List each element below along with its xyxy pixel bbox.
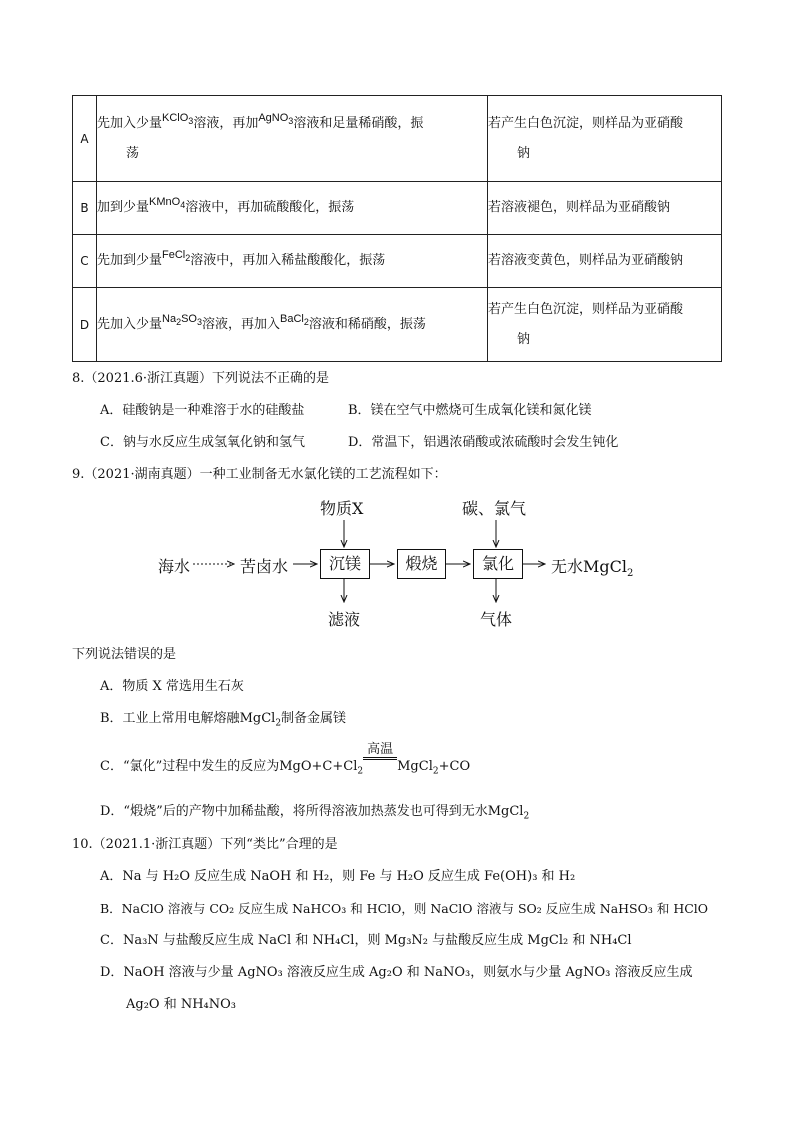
result-cell: 若产生白色沉淀，则样品为亚硝酸 钠 — [488, 288, 722, 362]
node-chlorinate: 氯化 — [473, 549, 523, 579]
table-row — [73, 182, 722, 235]
question-9-heading: 9.（2021·湖南真题）一种工业制备无水氯化镁的工艺流程如下： — [72, 467, 447, 482]
process-flow-diagram — [150, 490, 670, 630]
q10-option-a: A．Na 与 H₂O 反应生成 NaOH 和 H₂，则 Fe 与 H₂O 反应生成 Fe(OH)₃ 和 H₂ — [100, 869, 576, 884]
output-filtrate: 滤液 — [328, 610, 361, 629]
row-label: B — [73, 182, 97, 235]
procedure-cell: 先加入少量$^{Na_2SO_3}$溶液，再加入$^{BaCl_2}$溶液和稀硝酸，振荡 — [97, 288, 488, 362]
result-cell: 若产生白色沉淀，则样品为亚硝酸 钠 — [488, 96, 722, 182]
q9-option-a: A．物质 X 常选用生石灰 — [100, 679, 244, 694]
q10-option-d: D．NaOH 溶液与少量 AgNO₃ 溶液反应生成 Ag₂O 和 NaNO₃，则氨水与少量 AgNO₃ 溶液反应生成 — [100, 965, 693, 980]
table-row — [73, 96, 722, 182]
q9-option-c: C．“氯化”过程中发生的反应为$MgO+C+Cl_2$ 高温 MgCl$_2$+CO — [100, 742, 471, 777]
input-substance-x: 物质X — [320, 499, 364, 518]
node-precipitate-mg: 沉镁 — [320, 549, 370, 579]
q10-option-d-cont: Ag₂O 和 NH₄NO₃ — [126, 997, 237, 1012]
output-gas: 气体 — [480, 610, 513, 629]
question-8-heading: 8.（2021.6·浙江真题）下列说法不正确的是 — [72, 371, 330, 386]
q8-option-c: C．钠与水反应生成氢氧化钠和氢气 — [100, 435, 305, 450]
node-product: 无水MgCl$_2$ — [551, 557, 634, 580]
q8-option-a: A．硅酸钠是一种难溶于水的硅酸盐 — [100, 403, 305, 418]
table-row — [73, 288, 722, 362]
options-table — [72, 95, 722, 362]
q9-option-d: D．“煅烧”后的产物中加稀盐酸，将所得溶液加热蒸发也可得到无水MgCl$_2$ — [100, 804, 530, 822]
node-brine: 苦卤水 — [240, 557, 289, 576]
procedure-cell: 加到少量$^{KMnO_4}$溶液中，再加硫酸酸化，振荡 — [97, 182, 488, 235]
input-carbon-chlorine: 碳、氯气 — [462, 499, 527, 518]
procedure-cell: 先加到少量$^{FeCl_2}$溶液中，再加入稀盐酸酸化，振荡 — [97, 235, 488, 288]
row-label: D — [73, 288, 97, 362]
question-10-heading: 10.（2021.1·浙江真题）下列“类比”合理的是 — [72, 837, 338, 852]
q8-option-b: B．镁在空气中燃烧可生成氧化镁和氮化镁 — [348, 403, 592, 418]
reaction-condition: 高温 — [363, 759, 397, 775]
node-calcine: 煅烧 — [397, 549, 446, 579]
table-row — [73, 235, 722, 288]
procedure-cell: 先加入少量$^{KClO_3}$溶液，再加$^{AgNO_3}$溶液和足量稀硝酸，振 荡 — [97, 96, 488, 182]
result-cell: 若溶液变黄色，则样品为亚硝酸钠 — [488, 235, 722, 288]
row-label: C — [73, 235, 97, 288]
q10-option-c: C．Na₃N 与盐酸反应生成 NaCl 和 NH₄Cl，则 Mg₃N₂ 与盐酸反应生成 MgCl₂ 和 NH₄Cl — [100, 933, 632, 948]
result-cell: 若溶液褪色，则样品为亚硝酸钠 — [488, 182, 722, 235]
q10-option-b: B．NaClO 溶液与 CO₂ 反应生成 NaHCO₃ 和 HClO，则 NaClO 溶液与 SO₂ 反应生成 NaHSO₃ 和 HClO — [100, 901, 709, 916]
q8-option-d: D．常温下，铝遇浓硝酸或浓硫酸时会发生钝化 — [348, 435, 619, 450]
q9-prompt: 下列说法错误的是 — [72, 647, 177, 662]
node-seawater: 海水 — [158, 557, 191, 576]
q9-option-b: B．工业上常用电解熔融MgCl$_2$制备金属镁 — [100, 711, 347, 729]
row-label: A — [73, 96, 97, 182]
